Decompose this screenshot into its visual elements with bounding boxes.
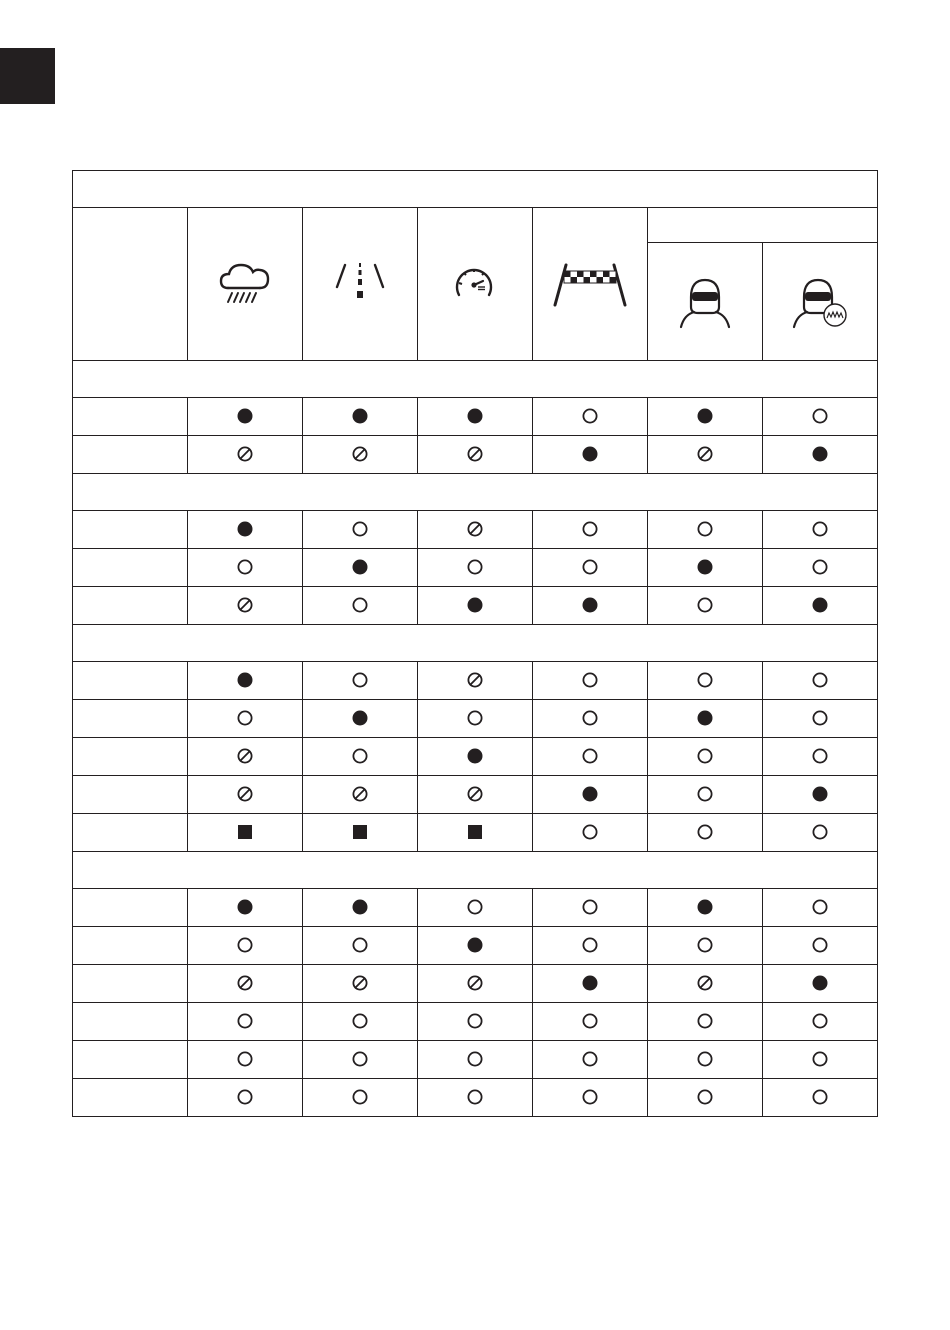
matrix-cell — [303, 398, 418, 436]
matrix-cell — [763, 700, 878, 738]
filled-circle-icon — [466, 596, 484, 614]
matrix-cell — [533, 436, 648, 474]
open-circle-icon — [466, 1088, 484, 1106]
matrix-cell — [533, 814, 648, 852]
open-circle-icon — [236, 709, 254, 727]
matrix-cell — [188, 549, 303, 587]
matrix-cell — [303, 1041, 418, 1079]
matrix-cell — [303, 1003, 418, 1041]
filled-circle-icon — [696, 558, 714, 576]
matrix-cell — [188, 1079, 303, 1117]
matrix-cell — [303, 776, 418, 814]
matrix-cell — [763, 1079, 878, 1117]
filled-circle-icon — [351, 709, 369, 727]
matrix-cell — [303, 662, 418, 700]
matrix-cell — [533, 738, 648, 776]
open-circle-icon — [811, 558, 829, 576]
open-circle-icon — [581, 671, 599, 689]
matrix-cell — [418, 398, 533, 436]
matrix-cell — [763, 511, 878, 549]
filled-circle-icon — [581, 785, 599, 803]
slashed-circle-icon — [466, 785, 484, 803]
row-label — [73, 738, 188, 776]
matrix-cell — [188, 436, 303, 474]
row-label — [73, 965, 188, 1003]
table-row — [73, 965, 878, 1003]
table-title — [73, 171, 878, 208]
matrix-cell — [418, 436, 533, 474]
matrix-cell — [418, 927, 533, 965]
filled-circle-icon — [466, 407, 484, 425]
matrix-cell — [533, 927, 648, 965]
column-header-rain — [188, 208, 303, 361]
row-header-label — [73, 208, 188, 361]
matrix-cell — [763, 965, 878, 1003]
open-circle-icon — [351, 520, 369, 538]
row-label — [73, 814, 188, 852]
open-circle-icon — [696, 1050, 714, 1068]
table-row — [73, 1041, 878, 1079]
matrix-cell — [418, 1041, 533, 1079]
open-circle-icon — [236, 558, 254, 576]
open-circle-icon — [351, 671, 369, 689]
matrix-cell — [648, 1041, 763, 1079]
slashed-circle-icon — [351, 785, 369, 803]
filled-circle-icon — [811, 596, 829, 614]
table-row — [73, 398, 878, 436]
slashed-circle-icon — [696, 974, 714, 992]
open-circle-icon — [236, 1088, 254, 1106]
slashed-circle-icon — [466, 671, 484, 689]
matrix-cell — [648, 436, 763, 474]
matrix-cell — [188, 398, 303, 436]
filled-circle-icon — [811, 445, 829, 463]
filled-square-icon — [466, 823, 484, 841]
open-circle-icon — [696, 785, 714, 803]
section-header — [73, 625, 878, 662]
matrix-cell — [303, 511, 418, 549]
matrix-cell — [648, 776, 763, 814]
table-row — [73, 511, 878, 549]
matrix-cell — [648, 738, 763, 776]
matrix-cell — [418, 700, 533, 738]
column-header-track — [533, 208, 648, 361]
filled-circle-icon — [351, 407, 369, 425]
filled-circle-icon — [581, 596, 599, 614]
driver-helmet-wear-icon — [791, 275, 849, 329]
speedometer-icon — [448, 261, 502, 307]
open-circle-icon — [811, 1088, 829, 1106]
matrix-cell — [418, 587, 533, 625]
matrix-cell — [648, 662, 763, 700]
open-circle-icon — [811, 936, 829, 954]
matrix-cell — [418, 814, 533, 852]
matrix-cell — [533, 1003, 648, 1041]
filled-circle-icon — [351, 558, 369, 576]
open-circle-icon — [696, 747, 714, 765]
matrix-cell — [763, 587, 878, 625]
open-circle-icon — [236, 1012, 254, 1030]
open-circle-icon — [466, 558, 484, 576]
matrix-cell — [648, 814, 763, 852]
matrix-cell — [188, 814, 303, 852]
table-row — [73, 436, 878, 474]
matrix-cell — [648, 398, 763, 436]
open-circle-icon — [236, 1050, 254, 1068]
filled-circle-icon — [696, 898, 714, 916]
table-row — [73, 1003, 878, 1041]
matrix-cell — [303, 814, 418, 852]
matrix-cell — [533, 511, 648, 549]
checkered-flag-track-icon — [552, 259, 628, 309]
matrix-cell — [763, 738, 878, 776]
section-header — [73, 474, 878, 511]
matrix-cell — [648, 1079, 763, 1117]
section-header — [73, 361, 878, 398]
column-header-lanes — [303, 208, 418, 361]
row-label — [73, 398, 188, 436]
open-circle-icon — [581, 709, 599, 727]
open-circle-icon — [696, 671, 714, 689]
open-circle-icon — [581, 823, 599, 841]
open-circle-icon — [581, 407, 599, 425]
matrix-cell — [303, 436, 418, 474]
slashed-circle-icon — [466, 974, 484, 992]
row-label — [73, 662, 188, 700]
matrix-cell — [303, 889, 418, 927]
matrix-cell — [763, 889, 878, 927]
filled-circle-icon — [351, 898, 369, 916]
matrix-cell — [533, 889, 648, 927]
open-circle-icon — [811, 1012, 829, 1030]
table-row — [73, 1079, 878, 1117]
open-circle-icon — [581, 747, 599, 765]
row-label — [73, 436, 188, 474]
slashed-circle-icon — [351, 445, 369, 463]
matrix-cell — [763, 549, 878, 587]
open-circle-icon — [581, 936, 599, 954]
matrix-cell — [648, 1003, 763, 1041]
open-circle-icon — [811, 407, 829, 425]
matrix-cell — [188, 738, 303, 776]
matrix-cell — [533, 776, 648, 814]
open-circle-icon — [696, 596, 714, 614]
open-circle-icon — [581, 1050, 599, 1068]
table-row — [73, 738, 878, 776]
matrix-cell — [418, 889, 533, 927]
matrix-cell — [648, 965, 763, 1003]
open-circle-icon — [696, 1088, 714, 1106]
matrix-cell — [533, 965, 648, 1003]
rain-cloud-icon — [218, 260, 272, 308]
matrix-cell — [188, 662, 303, 700]
matrix-cell — [533, 549, 648, 587]
slashed-circle-icon — [236, 747, 254, 765]
row-label — [73, 511, 188, 549]
slashed-circle-icon — [351, 974, 369, 992]
filled-circle-icon — [696, 709, 714, 727]
open-circle-icon — [581, 898, 599, 916]
matrix-cell — [648, 549, 763, 587]
matrix-cell — [533, 398, 648, 436]
filled-circle-icon — [811, 785, 829, 803]
column-header-speed — [418, 208, 533, 361]
matrix-cell — [648, 927, 763, 965]
table-row — [73, 662, 878, 700]
row-label — [73, 700, 188, 738]
matrix-cell — [763, 436, 878, 474]
matrix-cell — [418, 738, 533, 776]
filled-square-icon — [351, 823, 369, 841]
open-circle-icon — [696, 823, 714, 841]
matrix-cell — [418, 1003, 533, 1041]
open-circle-icon — [811, 709, 829, 727]
matrix-cell — [763, 662, 878, 700]
open-circle-icon — [696, 936, 714, 954]
matrix-cell — [648, 587, 763, 625]
matrix-cell — [188, 511, 303, 549]
matrix-cell — [188, 700, 303, 738]
matrix-cell — [418, 549, 533, 587]
table-row — [73, 814, 878, 852]
matrix-cell — [763, 927, 878, 965]
row-label — [73, 776, 188, 814]
matrix-cell — [763, 814, 878, 852]
row-label — [73, 1003, 188, 1041]
open-circle-icon — [236, 936, 254, 954]
filled-circle-icon — [236, 898, 254, 916]
matrix-cell — [533, 662, 648, 700]
filled-circle-icon — [466, 936, 484, 954]
matrix-cell — [303, 738, 418, 776]
matrix-cell — [418, 662, 533, 700]
open-circle-icon — [581, 1012, 599, 1030]
matrix-cell — [303, 927, 418, 965]
filled-circle-icon — [696, 407, 714, 425]
open-circle-icon — [811, 823, 829, 841]
open-circle-icon — [466, 898, 484, 916]
open-circle-icon — [351, 596, 369, 614]
column-group-header — [648, 208, 878, 243]
open-circle-icon — [581, 1088, 599, 1106]
row-label — [73, 927, 188, 965]
open-circle-icon — [581, 558, 599, 576]
matrix-cell — [648, 889, 763, 927]
open-circle-icon — [466, 1050, 484, 1068]
open-circle-icon — [811, 898, 829, 916]
matrix-cell — [763, 1003, 878, 1041]
row-label — [73, 549, 188, 587]
matrix-cell — [648, 700, 763, 738]
matrix-cell — [188, 889, 303, 927]
open-circle-icon — [696, 1012, 714, 1030]
open-circle-icon — [811, 747, 829, 765]
filled-circle-icon — [811, 974, 829, 992]
settings-matrix-table — [72, 170, 878, 1117]
matrix-cell — [533, 1079, 648, 1117]
table-row — [73, 549, 878, 587]
row-label — [73, 1041, 188, 1079]
matrix-cell — [763, 398, 878, 436]
matrix-cell — [303, 965, 418, 1003]
open-circle-icon — [811, 520, 829, 538]
section-header — [73, 852, 878, 889]
table-row — [73, 776, 878, 814]
matrix-cell — [533, 1041, 648, 1079]
open-circle-icon — [581, 520, 599, 538]
matrix-cell — [418, 965, 533, 1003]
matrix-cell — [303, 549, 418, 587]
row-label — [73, 587, 188, 625]
table-row — [73, 889, 878, 927]
open-circle-icon — [696, 520, 714, 538]
open-circle-icon — [466, 709, 484, 727]
open-circle-icon — [466, 1012, 484, 1030]
filled-circle-icon — [581, 445, 599, 463]
matrix-cell — [533, 700, 648, 738]
open-circle-icon — [351, 1050, 369, 1068]
row-label — [73, 1079, 188, 1117]
filled-circle-icon — [236, 520, 254, 538]
filled-circle-icon — [236, 671, 254, 689]
matrix-cell — [188, 776, 303, 814]
matrix-cell — [533, 587, 648, 625]
matrix-cell — [763, 776, 878, 814]
slashed-circle-icon — [696, 445, 714, 463]
filled-circle-icon — [581, 974, 599, 992]
matrix-cell — [303, 587, 418, 625]
filled-circle-icon — [466, 747, 484, 765]
column-header-helmet-wear — [763, 243, 878, 361]
table-row — [73, 700, 878, 738]
open-circle-icon — [351, 1012, 369, 1030]
matrix-cell — [303, 700, 418, 738]
open-circle-icon — [811, 671, 829, 689]
matrix-cell — [418, 511, 533, 549]
matrix-cell — [763, 1041, 878, 1079]
open-circle-icon — [351, 936, 369, 954]
slashed-circle-icon — [236, 785, 254, 803]
matrix-cell — [188, 587, 303, 625]
slashed-circle-icon — [466, 520, 484, 538]
slashed-circle-icon — [236, 974, 254, 992]
table-row — [73, 587, 878, 625]
matrix-cell — [188, 1003, 303, 1041]
column-header-helmet — [648, 243, 763, 361]
corner-tab — [0, 48, 55, 104]
open-circle-icon — [351, 1088, 369, 1106]
road-lanes-icon — [333, 261, 387, 307]
matrix-cell — [303, 1079, 418, 1117]
slashed-circle-icon — [236, 596, 254, 614]
driver-helmet-icon — [678, 275, 732, 329]
filled-circle-icon — [236, 407, 254, 425]
matrix-cell — [188, 927, 303, 965]
matrix-cell — [188, 965, 303, 1003]
row-label — [73, 889, 188, 927]
slashed-circle-icon — [236, 445, 254, 463]
table-row — [73, 927, 878, 965]
matrix-cell — [418, 1079, 533, 1117]
open-circle-icon — [351, 747, 369, 765]
matrix-cell — [188, 1041, 303, 1079]
filled-square-icon — [236, 823, 254, 841]
slashed-circle-icon — [466, 445, 484, 463]
matrix-cell — [648, 511, 763, 549]
open-circle-icon — [811, 1050, 829, 1068]
matrix-cell — [418, 776, 533, 814]
